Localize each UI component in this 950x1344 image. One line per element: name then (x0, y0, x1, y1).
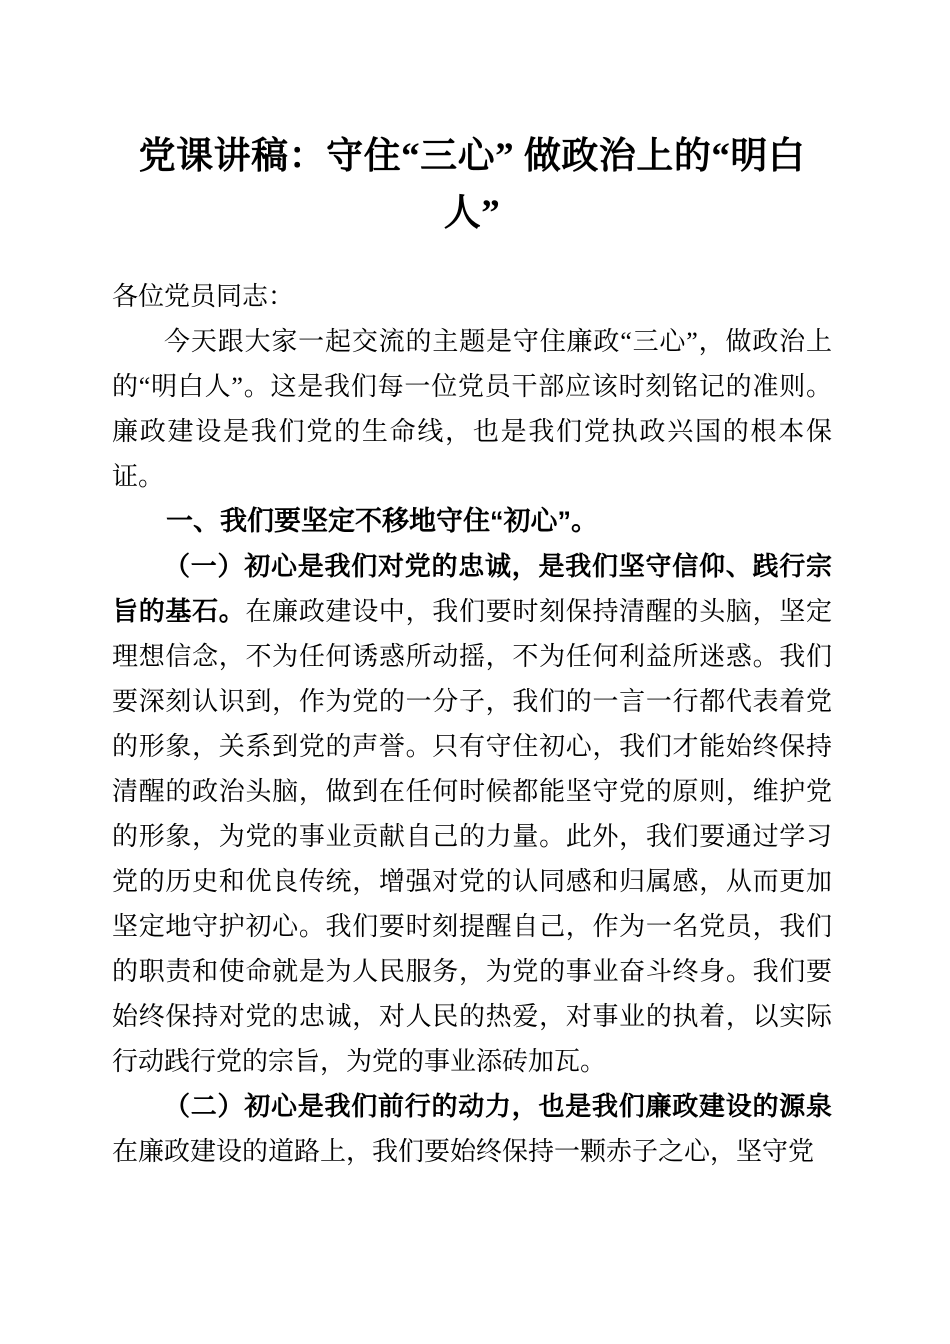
section1-paragraph-2-lead: （二）初心是我们前行的动力，也是我们廉政建设的源泉 (164, 1092, 832, 1121)
section1-paragraph-1 (112, 544, 832, 1084)
section-heading-1: 一、我们要坚定不移地守住“初心”。 (166, 506, 598, 536)
intro-paragraph: 今天跟大家一起交流的主题是守住廉政“三心”，做政治上的“明白人”。这是我们每一位党员干部应该时刻铭记的准则。廉政建设是我们党的生命线，也是我们党执政兴国的根本保证。 (112, 327, 832, 491)
section1-paragraph-1-lead: （一）初心是我们对党的忠诚，是我们坚守信仰、践行宗旨的基石。 (112, 552, 832, 626)
section1-paragraph-2-text: 在廉政建设的道路上，我们要始终保持一颗赤子之心，坚守党 (112, 1137, 815, 1166)
salutation-line: 各位党员同志： (112, 282, 295, 311)
section1-paragraph-1-text: 在廉政建设中，我们要时刻保持清醒的头脑，坚定理想信念，不为任何诱惑所动摇，不为任何利益所迷惑。我们要深刻认识到，作为党的一分子，我们的一言一行都代表着党的形象，关系到党的声誉。只有守住初心，我们才能始终保持清醒的政治头脑，做到在任何时候都能坚守党的原则，维护党的形象，为党的事业贡献自己的力量。此外，我们要通过学习党的历史和优良传统，增强对党的认同感和归属感，从而更加坚定地守护初心。我们要时刻提醒自己，作为一名党员，我们的职责和使命就是为人民服务，为党的事业奋斗终身。我们要始终保持对党的忠诚，对人民的热爱，对事业的执着，以实际行动践行党的宗旨，为党的事业添砖加瓦。 (112, 597, 832, 1076)
section1-paragraph-2 (112, 1084, 832, 1174)
document-title: 党课讲稿：守住“三心” 做政治上的“明白人” (138, 136, 806, 234)
